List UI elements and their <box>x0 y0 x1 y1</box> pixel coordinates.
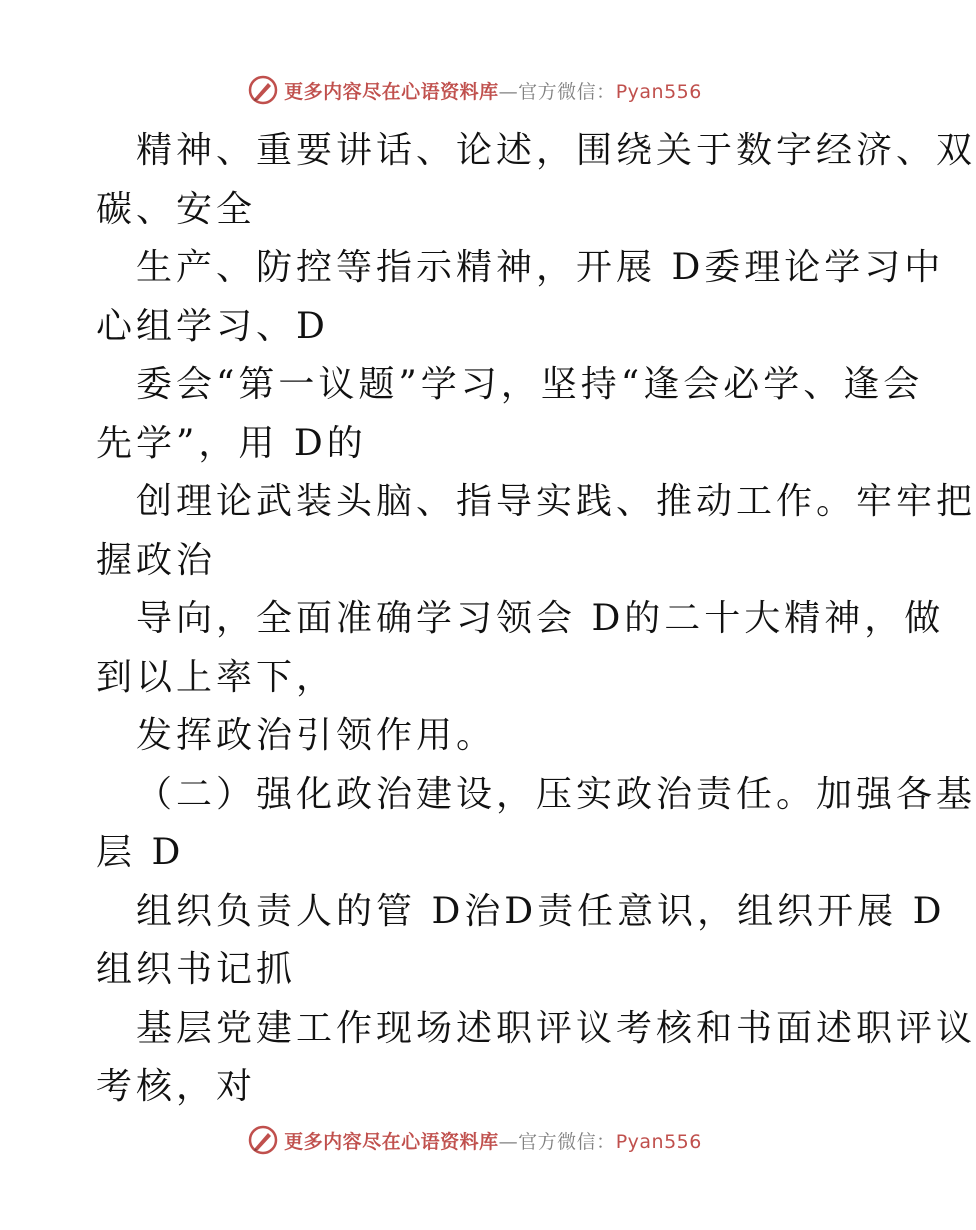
text-line: 考核，对 <box>96 1066 257 1107</box>
text-line: （二）强化政治建设，压实政治责任。加强各基 <box>136 773 976 815</box>
pen-logo-icon <box>248 1125 278 1155</box>
document-body <box>96 122 976 1117</box>
watermark-brand: 更多内容尽在心语资料库 <box>284 80 499 103</box>
text-line: 精神、重要讲话、论述，围绕关于数字经济、双 <box>136 130 976 171</box>
text-line: 到以上率下， <box>96 656 337 698</box>
text-line: 基层党建工作现场述职评议考核和书面述职评议 <box>136 1007 976 1049</box>
watermark-wechat-id: Pyan556 <box>615 80 702 103</box>
watermark-dash: — <box>498 80 519 103</box>
text-line: 层 D <box>96 832 185 873</box>
header-watermark <box>0 70 950 110</box>
text-line: 委会“第一议题”学习，坚持“逢会必学、逢会 <box>136 364 924 405</box>
text-line: 握政治 <box>96 539 217 581</box>
text-line: 导向，全面准确学习领会 D的二十大精神，做 <box>136 598 945 639</box>
text-line: 先学”，用 D的 <box>96 422 367 464</box>
text-line: 组织书记抓 <box>96 949 297 990</box>
watermark-text <box>284 1127 702 1154</box>
footer-watermark <box>0 1120 950 1160</box>
watermark-brand: 更多内容尽在心语资料库 <box>284 1130 499 1153</box>
watermark-dash: — <box>498 1130 519 1153</box>
pen-logo-icon <box>248 75 278 105</box>
text-line: 碳、安全 <box>96 188 257 230</box>
text-line: 生产、防控等指示精神，开展 D委理论学习中 <box>136 247 945 288</box>
text-line: 创理论武装头脑、指导实践、推动工作。牢牢把 <box>136 481 976 522</box>
watermark-text <box>284 77 702 104</box>
watermark-wechat-id: Pyan556 <box>615 1130 702 1153</box>
text-line: 心组学习、D <box>96 305 329 347</box>
text-line: 组织负责人的管 D治D责任意识，组织开展 D <box>136 890 946 932</box>
watermark-wechat-label: 官方微信： <box>518 1130 616 1153</box>
watermark-wechat-label: 官方微信： <box>518 80 616 103</box>
text-line: 发挥政治引领作用。 <box>136 715 497 756</box>
